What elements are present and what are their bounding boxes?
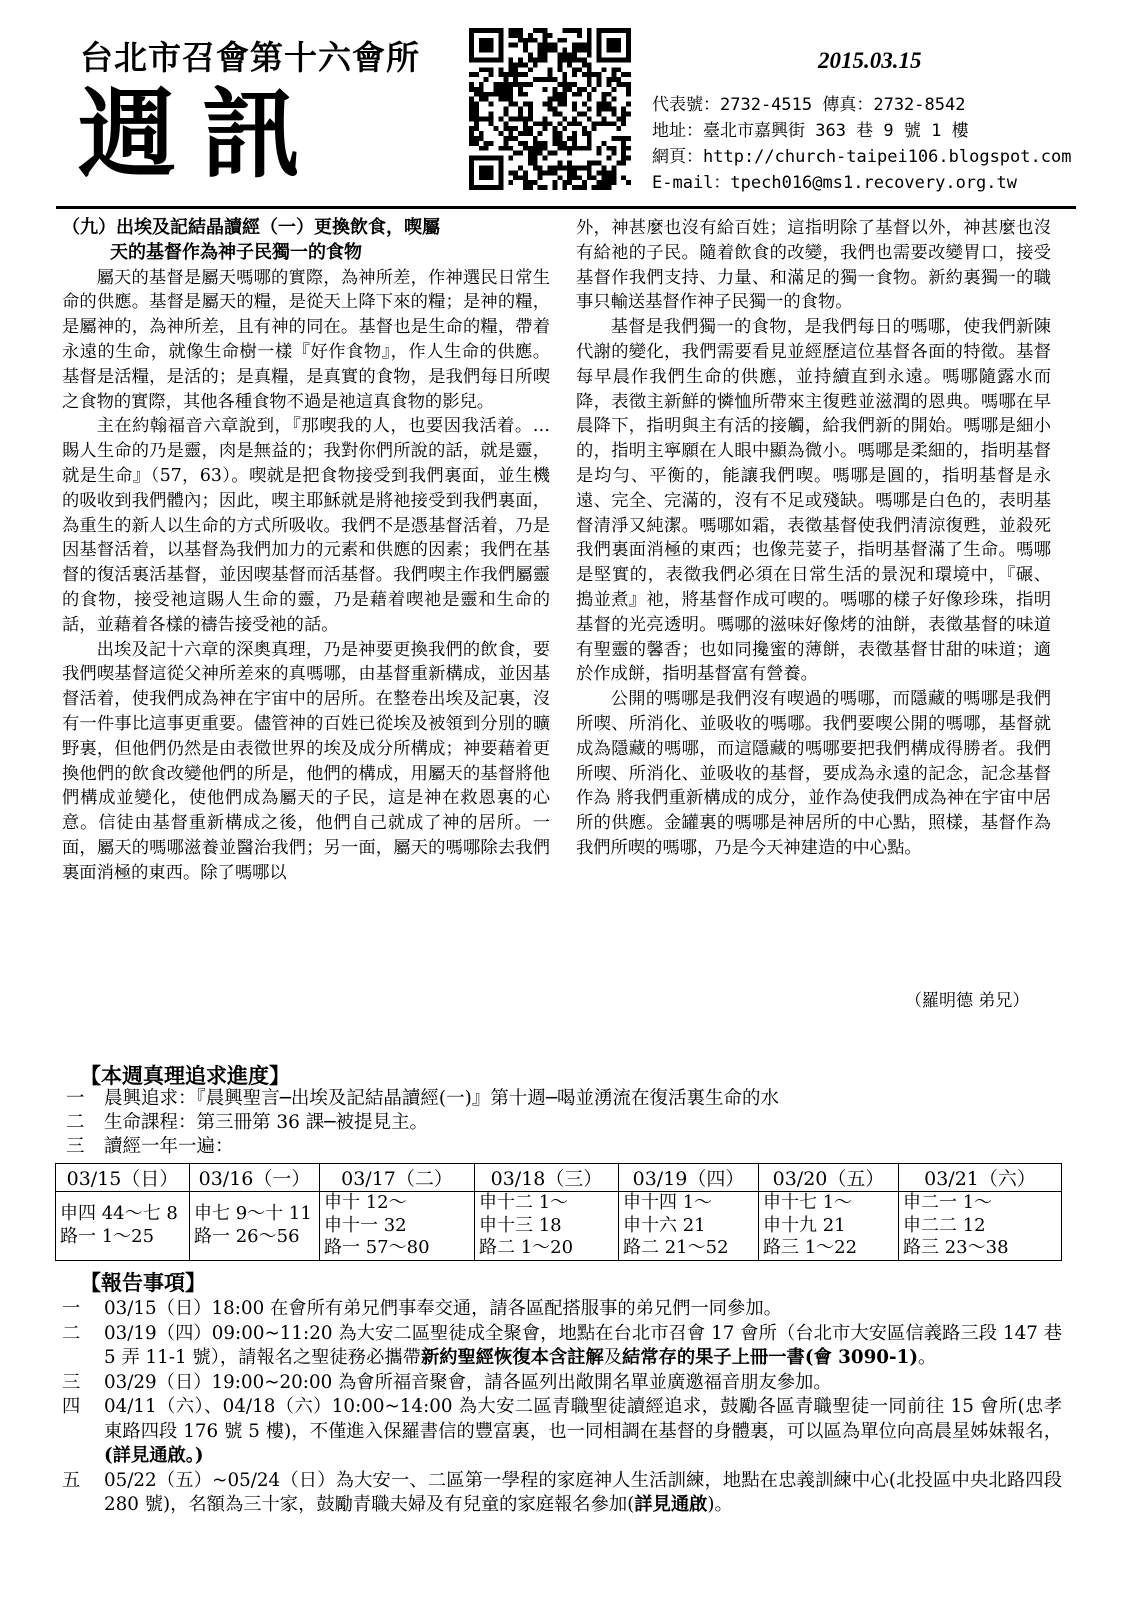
table-cell <box>56 1192 190 1261</box>
progress-list <box>66 1087 779 1159</box>
contact-website[interactable]: 網頁：http://church-taipei106.blogspot.com <box>652 147 1072 167</box>
cell-line: 申七 9～十 11 <box>194 1203 312 1225</box>
report-text-part: 及 <box>603 1347 623 1368</box>
report-number: 二 <box>62 1322 81 1344</box>
cell-line: 申二二 12 <box>903 1214 986 1236</box>
progress-item <box>66 1111 779 1135</box>
report-item <box>62 1371 1062 1396</box>
cell-line: 申十 12～ <box>324 1192 407 1213</box>
table-header-cell: 03/15（日） <box>56 1164 190 1192</box>
article-paragraph-continued: 外，神甚麼也沒有給百姓；這指明除了基督以外，神甚麼也沒有給祂的子民。隨着飲食的改變，我們也需要改變胃口，接受基督作我們支持、力量、和滿足的獨一食物。新約裏獨一的職事只輸送基督作神子民獨一的食物。 <box>576 218 1051 313</box>
item-text: 生命課程：第三冊第 36 課─被提見主。 <box>104 1112 428 1133</box>
report-number: 三 <box>62 1371 81 1393</box>
cell-line: 申二一 1～ <box>903 1192 993 1213</box>
report-number: 五 <box>62 1469 81 1491</box>
cell-line: 申十九 21 <box>763 1214 846 1236</box>
weekly-title: 週訊 <box>78 78 327 192</box>
report-text-part: 03/15（日）18:00 在會所有弟兄們事奉交通，請各區配搭服事的弟兄們一同參加。 <box>104 1298 782 1319</box>
cell-line: 路三 1～22 <box>763 1237 858 1258</box>
cell-line: 路一 1～25 <box>60 1225 155 1247</box>
cell-line: 申十二 1～ <box>479 1192 569 1213</box>
progress-heading: 【本週真理追求進度】 <box>80 1063 290 1088</box>
report-text-part: 04/11（六）、04/18（六）10:00~14:00 為大安二區青職聖徒讀經追求，鼓勵各區青職聖徒一同前往 15 會所(忠孝東路四段 176 號 5 樓)，不僅進入保羅書信的豐富裏，也一同相調在基督的身體裏，可以區為單位向高晨星姊妹報名， <box>104 1396 1062 1442</box>
article-title-line2: 天的基督作為神子民獨一的食物 <box>110 241 362 263</box>
item-number: 一 <box>66 1088 85 1109</box>
item-text: 晨興追求：『晨興聖言─出埃及記結晶讀經(一)』第十週─喝並湧流在復活裏生命的水 <box>104 1088 779 1109</box>
table-cell <box>475 1192 619 1261</box>
qr-code <box>469 28 631 190</box>
table-cell <box>190 1192 320 1261</box>
reports-heading: 【報告事項】 <box>80 1270 206 1295</box>
article-paragraph: 主在約翰福音六章說到，『那喫我的人，也要因我活着。…賜人生命的乃是靈，肉是無益的；我對你們所說的話，就是靈，就是生命』（57，63）。喫就是把食物接受到我們裏面，並生機的吸收到我們體內；因此，喫主耶穌就是將祂接受到我們裏面，為重生的新人以生命的方式所吸收。我們不是憑基督活着，乃是因基督活着，以基督為我們加力的元素和供應的因素；我們在基督的復活裏活基督，並因喫基督而活基督。我們喫主作我們屬靈的食物，接受祂這賜人生命的靈，乃是藉着喫祂是靈和生命的話，並藉着各樣的禱告接受祂的話。 <box>62 416 550 635</box>
cell-line: 申四 44～七 8 <box>60 1203 178 1225</box>
table-header-cell: 03/19（四） <box>619 1164 759 1192</box>
report-text-part: 。 <box>917 1347 937 1368</box>
report-text <box>104 1371 1062 1396</box>
table-cell <box>619 1192 759 1261</box>
report-text-bold: 新約聖經恢復本含註解 <box>420 1347 604 1368</box>
report-text-bold: 詳見通啟 <box>634 1494 708 1515</box>
article-paragraph: 屬天的基督是屬天嗎哪的實際，為神所差，作神選民日常生命的供應。基督是屬天的糧，是從天上降下來的糧；是神的糧，是屬神的，為神所差，且有神的同在。基督也是生命的糧，帶着永遠的生命，就像生命樹一樣『好作食物』，作人生命的供應。基督是活糧，是活的；是真糧，是真實的食物，是我們每日所喫之食物的實際，其他各種食物不過是祂這真食物的影兒。 <box>62 267 550 412</box>
issue-date: 2015.03.15 <box>818 48 922 73</box>
report-text-part: 03/19（四）09:00~11:20 為大安二區聖徒成全聚會，地點在台北市召會 17 會所（台北市大安區信義路三段 147 巷 5 弄 11-1 號），請報名之聖徒務必攜帶 <box>104 1322 1062 1368</box>
report-text-part: 05/22（五）~05/24（日）為大安一、二區第一學程的家庭神人生活訓練，地點在忠義訓練中心(北投區中央北路四段 280 號)，名額為三十家，鼓勵青職夫婦及有兒童的家庭報名參加( <box>104 1469 1062 1515</box>
cell-line: 申十六 21 <box>623 1214 706 1236</box>
article-title <box>62 216 550 266</box>
bible-reading-table <box>55 1163 1062 1261</box>
report-text <box>104 1297 1062 1322</box>
cell-line: 路一 57～80 <box>324 1237 430 1258</box>
table-header-cell: 03/17（二） <box>320 1164 475 1192</box>
article-author: （羅明德 弟兄） <box>905 991 1030 1011</box>
report-text-bold: (詳見通啟。) <box>104 1445 204 1466</box>
cell-line: 路二 1～20 <box>479 1237 574 1258</box>
header-divider <box>56 206 1076 209</box>
report-text <box>104 1395 1062 1469</box>
article-right-column <box>576 216 1051 861</box>
article-title-line1: （九）出埃及記結晶讀經（一）更換飲食，喫屬 <box>62 217 440 238</box>
article-paragraph: 公開的嗎哪是我們沒有喫過的嗎哪，而隱藏的嗎哪是我們所喫、所消化、並吸收的嗎哪。我們要喫公開的嗎哪，基督就成為隱藏的嗎哪，而這隱藏的嗎哪要把我們構成得勝者。我們所喫、所消化、並吸收的基督，要成為永遠的記念，記念基督作為 將我們重新構成的成分，並作為使我們成為神在宇宙中居所的供應。金罐裏的嗎哪是神居所的中心點，照樣，基督作為我們所喫的嗎哪，乃是今天神建造的中心點。 <box>576 689 1051 858</box>
article-paragraph: 基督是我們獨一的食物，是我們每日的嗎哪，使我們新陳代謝的變化，我們需要看見並經歷這位基督各面的特徵。基督每早晨作我們生命的供應，並持續直到永遠。嗎哪隨露水而降，表徵主新鮮的憐恤所帶來主復甦並滋潤的恩典。嗎哪在早晨降下，指明與主有活的接觸，給我們新的開始。嗎哪是細小的，指明主寧願在人眼中顯為微小。嗎哪是柔細的，指明基督是均勻、平衡的，能讓我們喫。嗎哪是圓的，指明基督是永遠、完全、完滿的，沒有不足或殘缺。嗎哪是白色的，表明基督清淨又純潔。嗎哪如霜，表徵基督使我們清涼復甦，並殺死我們裏面消極的東西；也像芫荽子，指明基督滿了生命。嗎哪是堅實的，表徵我們必須在日常生活的景況和環境中，『碾、搗並煮』祂，將基督作成可喫的。嗎哪的樣子好像珍珠，指明基督的光亮透明。嗎哪的滋味好像烤的油餅，表徵基督的味道有聖靈的馨香；也如同攙蜜的薄餅，表徵基督甘甜的味道；適於作成餅，指明基督富有營養。 <box>576 317 1051 685</box>
table-cell <box>320 1192 475 1261</box>
article-paragraph: 出埃及記十六章的深奧真理，乃是神要更換我們的飲食，要我們喫基督這從父神所差來的真嗎哪，由基督重新構成，並因基督活着，使我們成為神在宇宙中的居所。在整卷出埃及記裏，沒有一件事比這事更重要。儘管神的百姓已從埃及被領到分別的曠野裏，但他們仍然是由表徵世界的埃及成分所構成；神要藉着更換他們的飲食改變他們的所是，他們的構成，用屬天的基督將他們構成並變化，使他們成為屬天的子民，這是神在救恩裏的心意。信徒由基督重新構成之後，他們自己就成了神的居所。一面，屬天的嗎哪滋養並醫治我們；另一面，屬天的嗎哪除去我們裏面消極的東西。除了嗎哪以 <box>62 639 550 883</box>
cell-line: 申十三 18 <box>479 1214 562 1236</box>
table-cell <box>899 1192 1062 1261</box>
report-text-part: 03/29（日）19:00~20:00 為會所福音聚會，請各區列出敞開名單並廣邀福音朋友參加。 <box>104 1371 832 1393</box>
report-text <box>104 1469 1062 1518</box>
cell-line: 路一 26～56 <box>194 1225 300 1247</box>
item-number: 二 <box>66 1112 85 1133</box>
cell-line: 路三 23～38 <box>903 1237 1009 1258</box>
table-header-cell: 03/16（一） <box>190 1164 320 1192</box>
progress-item <box>66 1135 779 1159</box>
report-item <box>62 1395 1062 1469</box>
report-item <box>62 1297 1062 1322</box>
report-item <box>62 1469 1062 1518</box>
item-number: 三 <box>66 1136 85 1157</box>
report-item <box>62 1322 1062 1371</box>
contact-address: 地址：臺北市嘉興街 363 巷 9 號 1 樓 <box>652 121 969 141</box>
report-text-part: )。 <box>707 1494 733 1515</box>
contact-email[interactable]: E-mail：tpech016@ms1.recovery.org.tw <box>652 173 1017 193</box>
cell-line: 申十七 1～ <box>763 1192 853 1213</box>
reports-list <box>62 1297 1062 1518</box>
cell-line: 申十四 1～ <box>623 1192 713 1213</box>
item-text: 讀經一年一遍： <box>104 1136 234 1157</box>
report-text <box>104 1322 1062 1371</box>
report-number: 一 <box>62 1298 81 1319</box>
report-text-bold: 結常存的果子上冊一書(會 3090-1) <box>622 1347 918 1368</box>
cell-line: 申十一 32 <box>324 1214 407 1236</box>
contact-phone: 代表號：2732-4515 傳真：2732-8542 <box>652 95 966 115</box>
table-header-cell: 03/20（五） <box>759 1164 899 1192</box>
report-number: 四 <box>62 1396 81 1417</box>
contact-info <box>652 92 1071 196</box>
cell-line: 路二 21～52 <box>623 1237 729 1258</box>
table-header-cell: 03/18（三） <box>475 1164 619 1192</box>
progress-item <box>66 1087 779 1111</box>
table-header-cell: 03/21（六） <box>899 1164 1062 1192</box>
article-left-column <box>62 216 550 886</box>
table-cell <box>759 1192 899 1261</box>
church-name: 台北市召會第十六會所 <box>80 38 420 77</box>
